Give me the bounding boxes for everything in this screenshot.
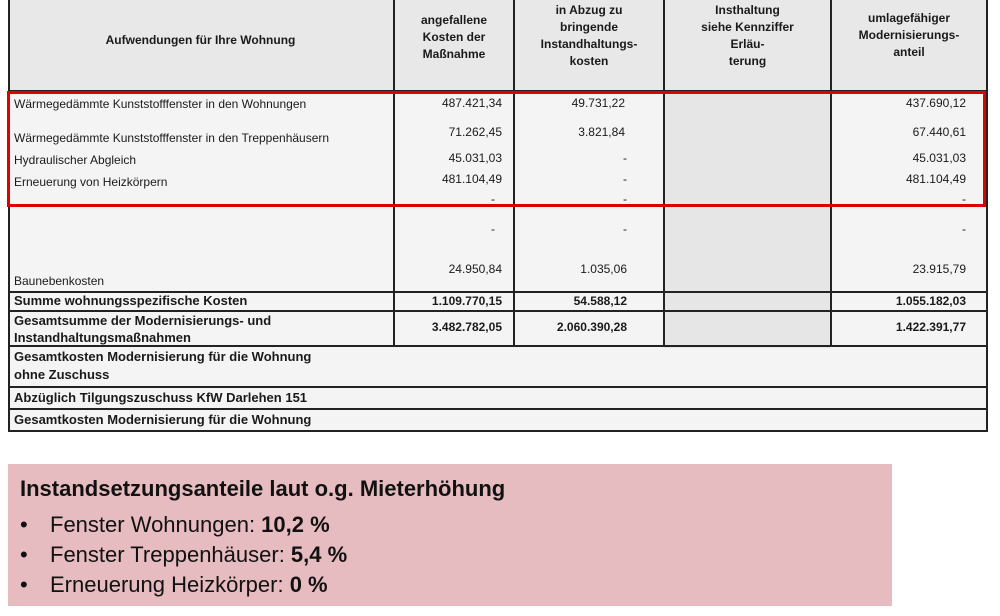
summary-title: Instandsetzungsanteile laut o.g. Mieterhöhung bbox=[20, 476, 506, 501]
list-item: • Fenster Treppenhäuser: 5,4 % bbox=[20, 542, 348, 567]
tilgungszuschuss-row: Abzüglich Tilgungszuschuss KfW Darlehen 151 bbox=[14, 390, 308, 405]
highlight-box bbox=[7, 91, 986, 207]
header-aufwendungen: Aufwendungen für Ihre Wohnung bbox=[105, 33, 296, 47]
bullet-icon: • bbox=[20, 512, 28, 537]
list-item: • Erneuerung Heizkörper: 0 % bbox=[20, 572, 328, 597]
header-umlage: umlagefähiger Modernisierungs- anteil bbox=[858, 11, 960, 59]
bullet-icon: • bbox=[20, 572, 28, 597]
bullet-icon: • bbox=[20, 542, 28, 567]
list-item: • Fenster Wohnungen: 10,2 % bbox=[20, 512, 330, 537]
header-abzug: in Abzug zu bringende Instandhaltungs- kosten bbox=[540, 3, 638, 68]
gesamtkosten-ohne-zuschuss-row: Gesamtkosten Modernisierung für die Wohnung ohne Zuschuss bbox=[14, 349, 312, 382]
gesamtkosten-row: Gesamtkosten Modernisierung für die Wohnung bbox=[14, 412, 312, 427]
summary-box bbox=[8, 464, 892, 606]
scanned-cost-table: Aufwendungen für Ihre Wohnung angefallene Kosten der Maßnahme in Abzug zu bringende Instandhaltungs- kosten Insthaltung siehe Kennziffer Erläu- terung umlagefähiger Modernisierungs- anteil Wärmegedämmte Kunststofffenster in den Wohnungen 487.421,34 49.731,22 437.690,12 Wärmegedämmte Kunststofffenster in den Treppenhäusern 71.262,45 3.821,84 67.440,61 Hydraulischer Abgleich 45.031,03 - 45.031,03 Erneuerung von Heizkörpern 481.104,49 - 481.104,49 - - - - - - Baunebenkosten 24.950,84 1.035,06 23.915,79 Summe wohnungsspezifische Kosten 1.109.770,15 54.588,12 1.055.182,03 Gesamtsumme der Modernisierungs- und Instandhaltungsmaßnahmen 3.482.782,05 2.060.390,28 1.422.391,77 Gesamtkosten Modernisierung für die Wohnung ohne Zuschuss Abzüglich Tilgungszuschuss KfW Darlehen 151 Gesamtkosten Modernisierung für die Wohnung bbox=[8, 0, 988, 432]
header-instandhaltung: Insthaltung siehe Kennziffer Erläu- terung bbox=[701, 3, 794, 68]
header-kosten: angefallene Kosten der Maßnahme bbox=[420, 13, 488, 61]
